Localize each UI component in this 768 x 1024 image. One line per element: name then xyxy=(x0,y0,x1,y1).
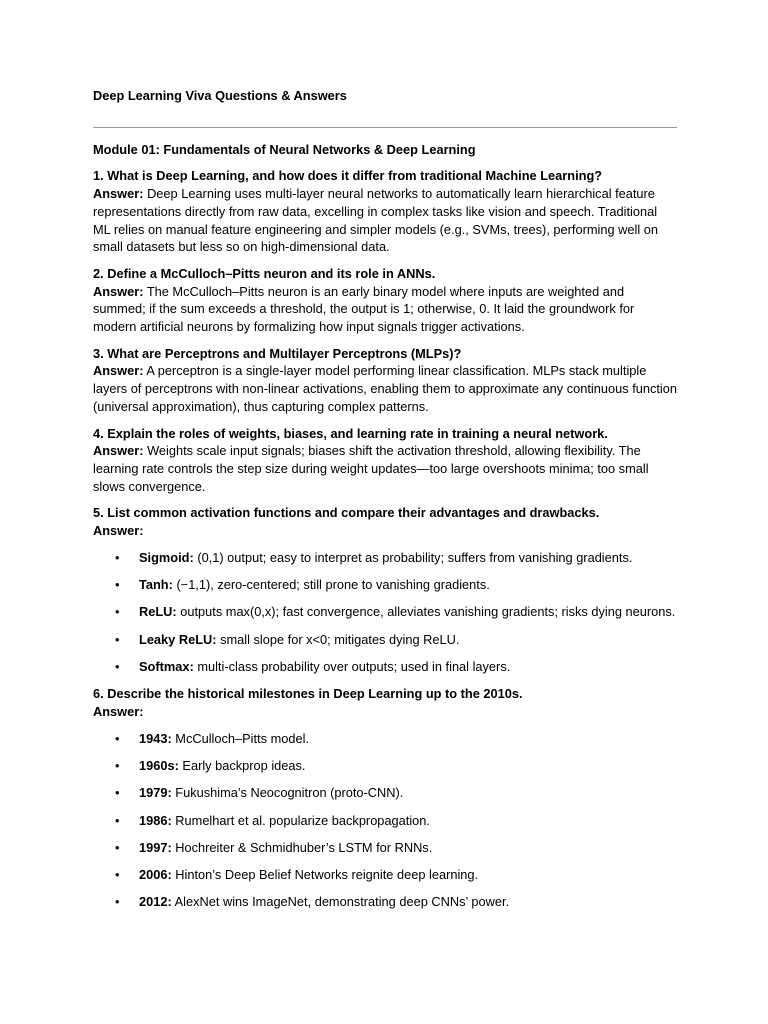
answer-text: The McCulloch–Pitts neuron is an early binary model where inputs are weighted and summed; if the sum exceeds a threshold, the output is 1; otherwise, 0. It laid the groundwork for modern artificial neurons by formalizing how input signals trigger activations. xyxy=(93,283,635,335)
question-4: 4. Explain the roles of weights, biases, and learning rate in training a neural network. xyxy=(93,425,608,441)
answer-label: Answer: xyxy=(93,283,144,299)
item-term: 1943: xyxy=(139,730,172,746)
answer-3 xyxy=(93,362,677,415)
list-item xyxy=(93,603,677,621)
document-title: Deep Learning Viva Questions & Answers xyxy=(93,88,347,103)
qa-item-5 xyxy=(93,504,677,675)
answer-label: Answer: xyxy=(93,363,144,379)
list-item xyxy=(93,812,677,830)
question-5: 5. List common activation functions and compare their advantages and drawbacks. xyxy=(93,505,600,521)
item-term: 1979: xyxy=(139,785,172,801)
item-term: Sigmoid: xyxy=(139,549,194,565)
question-2: 2. Define a McCulloch–Pitts neuron and its role in ANNs. xyxy=(93,265,436,281)
list-item xyxy=(93,730,677,748)
list-item xyxy=(93,866,677,884)
question-1: 1. What is Deep Learning, and how does it differ from traditional Machine Learning? xyxy=(93,168,603,184)
bullet-icon: • xyxy=(115,894,120,910)
answer-4 xyxy=(93,442,677,495)
qa-item-3 xyxy=(93,345,677,416)
item-term: Leaky ReLU: xyxy=(139,631,217,647)
list-item xyxy=(93,757,677,775)
item-text: Early backprop ideas. xyxy=(182,757,306,773)
module-title: Module 01: Fundamentals of Neural Networks & Deep Learning xyxy=(93,141,476,157)
bullet-icon: • xyxy=(115,839,120,855)
qa-item-1 xyxy=(93,167,677,256)
question-3: 3. What are Perceptrons and Multilayer Perceptrons (MLPs)? xyxy=(93,345,462,361)
item-text: multi-class probability over outputs; used in final layers. xyxy=(197,658,511,674)
item-term: 1960s: xyxy=(139,757,179,773)
answer-1 xyxy=(93,185,677,256)
item-text: Hinton’s Deep Belief Networks reignite deep learning. xyxy=(175,867,479,883)
title-divider xyxy=(93,127,677,128)
list-item xyxy=(93,549,677,567)
item-term: 1986: xyxy=(139,812,172,828)
bullet-icon: • xyxy=(115,730,120,746)
bullet-icon: • xyxy=(115,577,120,593)
list-item xyxy=(93,658,677,676)
question-6: 6. Describe the historical milestones in Deep Learning up to the 2010s. xyxy=(93,686,523,702)
list-item xyxy=(93,576,677,594)
list-item xyxy=(93,839,677,857)
item-text: small slope for x<0; mitigates dying ReLU. xyxy=(220,631,460,647)
qa-item-6 xyxy=(93,685,677,911)
answer-label: Answer: xyxy=(93,703,144,719)
bullet-icon: • xyxy=(115,785,120,801)
item-term: Softmax: xyxy=(139,658,194,674)
bullet-icon: • xyxy=(115,757,120,773)
answer-label: Answer: xyxy=(93,443,144,459)
item-text: outputs max(0,x); fast convergence, alleviates vanishing gradients; risks dying neurons. xyxy=(180,604,676,620)
bullet-icon: • xyxy=(115,658,120,674)
answer-label: Answer: xyxy=(93,523,144,539)
item-term: Tanh: xyxy=(139,577,173,593)
document-body xyxy=(93,87,677,921)
item-text: AlexNet wins ImageNet, demonstrating deep CNNs’ power. xyxy=(174,894,510,910)
item-text: Rumelhart et al. popularize backpropagation. xyxy=(175,812,430,828)
bullet-icon: • xyxy=(115,867,120,883)
list-item xyxy=(93,784,677,802)
item-text: McCulloch–Pitts model. xyxy=(175,730,310,746)
item-text: (−1,1), zero-centered; still prone to vanishing gradients. xyxy=(176,577,490,593)
qa-item-2 xyxy=(93,265,677,336)
list-item xyxy=(93,631,677,649)
activation-functions-list xyxy=(93,549,677,676)
item-text: Fukushima’s Neocognitron (proto-CNN). xyxy=(175,785,404,801)
item-term: ReLU: xyxy=(139,604,177,620)
item-term: 2006: xyxy=(139,867,172,883)
bullet-icon: • xyxy=(115,549,120,565)
answer-text: A perceptron is a single-layer model performing linear classification. MLPs stack multiple layers of perceptrons with non-linear activations, enabling them to approximate any continuous function (universal approximation), thus capturing complex patterns. xyxy=(93,363,678,414)
bullet-icon: • xyxy=(115,631,120,647)
answer-text: Deep Learning uses multi-layer neural networks to automatically learn hierarchical feature representations directly from raw data, excelling in complex tasks like vision and speech. Traditional ML relies on manual feature engineering and simpler models (e.g., SVMs, trees), performing well on small datasets but less so on high-dimensional data. xyxy=(93,186,658,255)
bullet-icon: • xyxy=(115,812,120,828)
item-text: Hochreiter & Schmidhuber’s LSTM for RNNs. xyxy=(175,839,433,855)
answer-label: Answer: xyxy=(93,186,144,202)
answer-5 xyxy=(93,522,677,540)
item-term: 1997: xyxy=(139,839,172,855)
answer-6 xyxy=(93,703,677,721)
bullet-icon: • xyxy=(115,604,120,620)
item-text: (0,1) output; easy to interpret as probability; suffers from vanishing gradients. xyxy=(197,549,633,565)
answer-text: Weights scale input signals; biases shift the activation threshold, allowing flexibility. The learning rate controls the step size during weight updates—too large overshoots minima; too small slows convergence. xyxy=(93,443,649,494)
item-term: 2012: xyxy=(139,894,172,910)
milestones-list xyxy=(93,730,677,911)
list-item xyxy=(93,893,677,911)
qa-item-4 xyxy=(93,425,677,496)
answer-2 xyxy=(93,283,677,336)
